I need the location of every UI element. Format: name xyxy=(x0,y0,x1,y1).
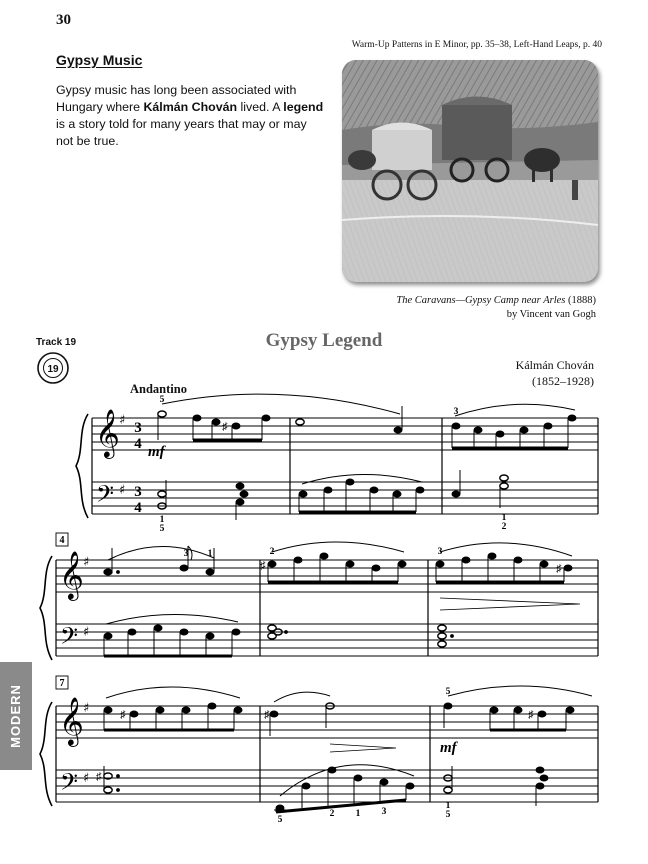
caption-year: (1888) xyxy=(565,295,596,306)
measure-number: 4 xyxy=(59,535,65,546)
sharp-icon: ♯ xyxy=(222,421,228,433)
time-signature-bottom: 4 xyxy=(134,436,142,452)
sharp-icon: ♯ xyxy=(83,555,90,570)
fingering: 2 xyxy=(501,522,507,532)
treble-clef-icon: 𝄞 xyxy=(59,696,84,745)
sharp-icon: ♯ xyxy=(120,709,126,721)
tempo-marking: Andantino xyxy=(130,382,187,396)
sharp-icon: ♯ xyxy=(83,701,90,716)
cross-reference: Warm-Up Patterns in E Minor, pp. 35–38, Left-Hand Leaps, p. 40 xyxy=(351,40,602,50)
track-number: 19 xyxy=(47,364,59,375)
fingering: 5 xyxy=(445,687,451,697)
fingering: 3 xyxy=(437,547,443,557)
piece-title: Gypsy Legend xyxy=(265,330,383,351)
system-2-bass-staff xyxy=(56,624,598,656)
fingering: 5 xyxy=(277,815,283,825)
composer-dates: (1852–1928) xyxy=(532,374,594,388)
fingering: 1 xyxy=(159,515,165,525)
system-3-bass-staff xyxy=(56,770,598,802)
fingering: 3 xyxy=(453,407,459,417)
bass-clef-icon: 𝄢 xyxy=(96,480,115,513)
section-title: Gypsy Music xyxy=(56,52,143,68)
treble-clef-icon: 𝄞 xyxy=(59,550,84,599)
bass-clef-icon: 𝄢 xyxy=(60,768,79,801)
intro-text-2: lived. A xyxy=(237,100,284,114)
bass-clef-icon: 𝄢 xyxy=(60,622,79,655)
sharp-icon: ♯ xyxy=(528,709,534,721)
system-1-bass-staff xyxy=(92,482,598,514)
dynamic-marking: mf xyxy=(440,740,457,756)
intro-bold-legend: legend xyxy=(283,100,324,114)
page-number: 30 xyxy=(56,12,71,28)
sharp-icon: ♯ xyxy=(260,560,266,572)
sharp-icon: ♯ xyxy=(96,771,102,783)
fingering: 5 xyxy=(159,395,165,405)
measure-number: 7 xyxy=(59,678,65,689)
intro-text-3: is a story told for many years that may or may not be true. xyxy=(56,117,307,148)
sharp-icon: ♯ xyxy=(83,625,90,640)
intro-text-1: Gypsy music has long been associated with Hungary where xyxy=(56,83,297,114)
time-signature-top: 3 xyxy=(134,420,142,436)
fingering: 1 xyxy=(445,801,451,811)
treble-clef-icon: 𝄞 xyxy=(95,408,120,457)
composer-name: Kálmán Chován xyxy=(515,358,594,372)
fingering: 1 xyxy=(355,809,361,819)
dynamic-marking: mf xyxy=(148,444,165,460)
sharp-icon: ♯ xyxy=(556,563,562,575)
fingering: 5 xyxy=(159,524,165,534)
sharp-icon: ♯ xyxy=(119,483,126,498)
system-1-treble-staff xyxy=(92,418,598,450)
caption-artist: by Vincent van Gogh xyxy=(506,309,596,320)
time-signature-top: 3 xyxy=(134,484,142,500)
track-label: Track 19 xyxy=(36,337,77,348)
fingering: 3 xyxy=(381,807,387,817)
fingering: 1 xyxy=(207,549,213,559)
system-2-treble-staff xyxy=(56,560,598,592)
sharp-icon: ♯ xyxy=(264,709,270,721)
sharp-icon: ♯ xyxy=(83,771,90,786)
intro-bold-composer: Kálmán Chován xyxy=(143,100,238,114)
fingering: 5 xyxy=(445,810,451,820)
fingering: 2 xyxy=(269,547,275,557)
fingering: 3 xyxy=(183,549,189,559)
fingering: 2 xyxy=(329,809,335,819)
caption-title: The Caravans—Gypsy Camp near Arles xyxy=(396,295,566,306)
sharp-icon: ♯ xyxy=(119,413,126,428)
fingering: 1 xyxy=(501,513,507,523)
section-tab-label: MODERN xyxy=(8,684,23,748)
time-signature-bottom: 4 xyxy=(134,500,142,516)
